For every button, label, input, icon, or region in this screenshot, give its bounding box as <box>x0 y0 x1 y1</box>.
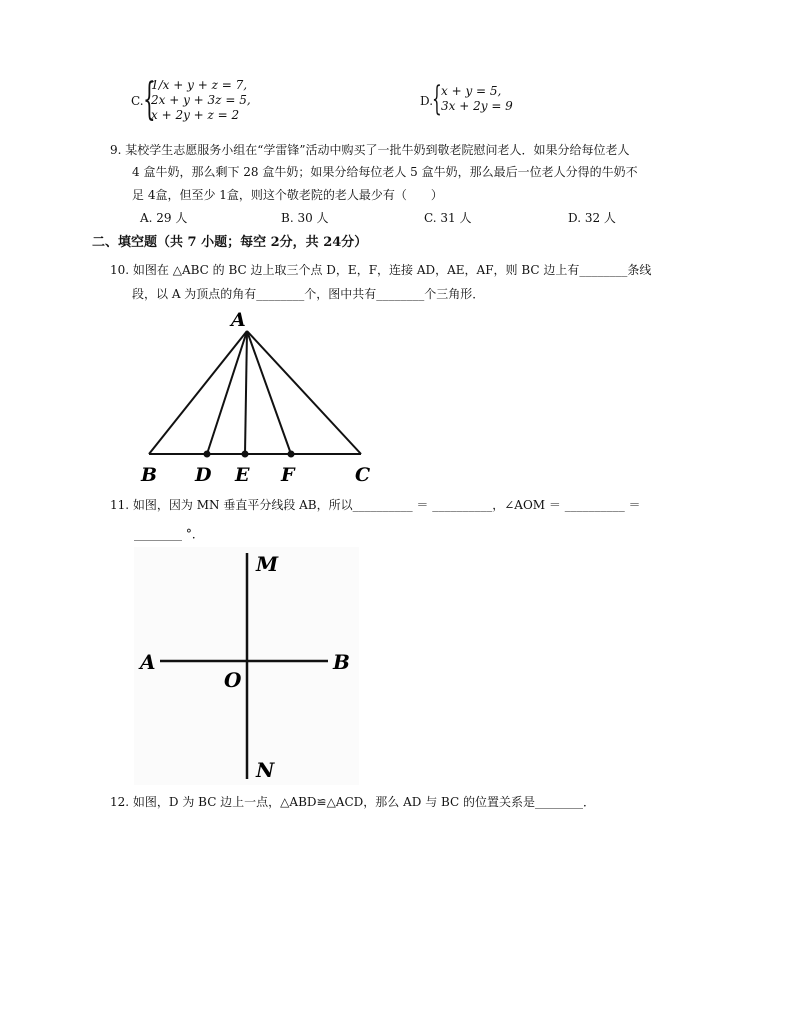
q11-line-1: 11. 如图，因为 MN 垂直平分线段 AB，所以__________ ＝ __________，∠AOM ＝ __________ ＝ <box>110 498 641 512</box>
point-d <box>204 451 211 458</box>
section-2-heading: 二、填空题（共 7 小题；每空 2分，共 24分） <box>92 235 368 250</box>
q10-triangle-figure <box>135 305 380 487</box>
q11-line-2: ________ °． <box>134 527 204 541</box>
segment-ad <box>207 331 247 454</box>
q9-option-b: B. 30 人 <box>281 211 329 225</box>
q9-line-3: 足 4盒，但至少 1盒，则这个敬老院的老人最少有（ ） <box>132 188 443 202</box>
label-a: A <box>140 650 156 674</box>
q9-line-1: 9. 某校学生志愿服务小组在“学雷锋”活动中购买了一批牛奶到敬老院慰问老人．如果分给每位老人 <box>110 143 630 157</box>
q8-d-equation-2: 3x + 2y = 9 <box>441 99 513 113</box>
q8-c-equation-1: 1/x + y + z = 7, <box>151 78 248 92</box>
q11-perpendicular-figure <box>134 547 359 785</box>
segment-af <box>247 331 291 454</box>
q8-option-c-label: C. <box>131 94 144 108</box>
segment-ab <box>149 331 247 454</box>
label-m: M <box>256 552 279 576</box>
q9-option-d: D. 32 人 <box>568 211 616 225</box>
q8-option-d-label: D. <box>420 94 434 108</box>
segment-ac <box>247 331 361 454</box>
label-f: F <box>281 464 295 486</box>
q9-option-a: A. 29 人 <box>140 211 188 225</box>
q10-line-1: 10. 如图在 △ABC 的 BC 边上取三个点 D，E，F，连接 AD，AE，AF，则 BC 边上有________条线 <box>110 263 652 277</box>
q8-option-c <box>131 74 311 125</box>
q12-line-1: 12. 如图，D 为 BC 边上一点，△ABD≌△ACD，那么 AD 与 BC 的位置关系是________． <box>110 795 596 809</box>
q8-option-d <box>420 79 560 119</box>
q8-c-equation-2: 2x + y + 3z = 5, <box>151 93 251 107</box>
label-b: B <box>333 650 350 674</box>
label-a: A <box>231 309 246 331</box>
q8-c-brace: { <box>143 74 156 125</box>
q10-line-2: 段，以 A 为顶点的角有________个，图中共有________个三角形． <box>132 287 485 301</box>
point-e <box>242 451 249 458</box>
label-n: N <box>256 758 275 782</box>
q9-option-c: C. 31 人 <box>424 211 472 225</box>
label-o: O <box>224 668 242 692</box>
q8-d-brace: { <box>432 79 442 119</box>
label-d: D <box>195 464 212 486</box>
q8-d-equation-1: x + y = 5, <box>441 84 502 98</box>
label-e: E <box>235 464 250 486</box>
q8-c-equation-3: x + 2y + z = 2 <box>151 108 240 122</box>
segment-ae <box>245 331 247 454</box>
q9-line-2: 4 盒牛奶，那么剩下 28 盒牛奶；如果分给每位老人 5 盒牛奶，那么最后一位老人分得的牛奶不 <box>132 165 638 179</box>
label-c: C <box>355 464 371 486</box>
point-f <box>288 451 295 458</box>
label-b: B <box>141 464 158 486</box>
